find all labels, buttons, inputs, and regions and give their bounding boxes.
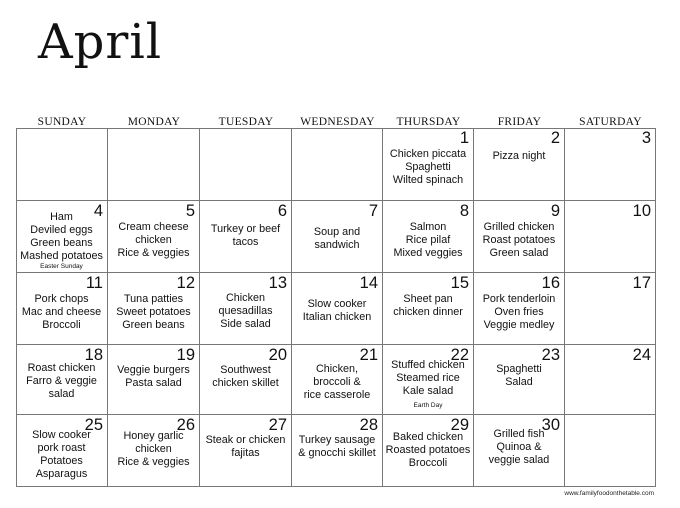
- day-number: 30: [541, 416, 560, 434]
- calendar-cell: [383, 345, 474, 415]
- calendar-cell: [108, 201, 200, 273]
- meal-plan: Pork chops Mac and cheese Broccoli: [21, 293, 102, 331]
- meal-plan: Salmon Rice pilaf Mixed veggies: [393, 221, 463, 259]
- calendar-cell: [200, 345, 292, 415]
- day-number: 14: [359, 274, 378, 292]
- calendar-cell: [565, 201, 656, 273]
- day-number: 7: [368, 202, 378, 220]
- calendar-cell: [108, 345, 200, 415]
- meal-plan: Pizza night: [492, 150, 546, 162]
- day-number: 19: [176, 346, 195, 364]
- meal-plan: Steak or chicken fajitas: [205, 434, 286, 459]
- calendar-cell: [474, 273, 565, 345]
- calendar-cell: [292, 201, 383, 273]
- calendar-cell: [16, 128, 108, 201]
- calendar-cell: [383, 201, 474, 273]
- day-number: 29: [450, 416, 469, 434]
- day-number: 4: [93, 202, 103, 220]
- calendar-cell: [383, 273, 474, 345]
- day-number: 15: [450, 274, 469, 292]
- calendar-cell: [16, 273, 108, 345]
- day-number: 17: [632, 274, 651, 292]
- day-number: 28: [359, 416, 378, 434]
- meal-plan: Roast chicken Farro & veggie salad: [26, 362, 97, 400]
- day-header-saturday: SATURDAY: [579, 116, 642, 128]
- meal-plan: Grilled fish Quinoa & veggie salad: [488, 428, 550, 466]
- meal-plan: Pork tenderloin Oven fries Veggie medley: [482, 293, 556, 331]
- day-number: 5: [185, 202, 195, 220]
- holiday-note: Easter Sunday: [40, 263, 83, 270]
- calendar-cell: [474, 345, 565, 415]
- calendar-cell: [383, 415, 474, 487]
- calendar-cell: [292, 415, 383, 487]
- meal-plan: Stuffed chicken Steamed rice Kale salad: [391, 359, 465, 397]
- calendar-cell: [108, 273, 200, 345]
- day-header-wednesday: WEDNESDAY: [300, 116, 375, 128]
- day-number: 16: [541, 274, 560, 292]
- day-number: 21: [359, 346, 378, 364]
- day-number: 9: [550, 202, 560, 220]
- calendar-cell: [16, 201, 108, 273]
- calendar-cell: [292, 345, 383, 415]
- day-header-monday: MONDAY: [127, 116, 181, 128]
- calendar-cell: [292, 273, 383, 345]
- meal-plan: Chicken, broccoli & rice casserole: [303, 363, 371, 401]
- calendar-cell: [474, 201, 565, 273]
- meal-plan: Turkey or beef tacos: [210, 223, 281, 248]
- day-number: 13: [268, 274, 287, 292]
- day-header-sunday: SUNDAY: [37, 116, 87, 128]
- calendar-cell: [565, 128, 656, 201]
- calendar-cell: [108, 415, 200, 487]
- calendar-cell: [565, 273, 656, 345]
- day-number: 10: [632, 202, 651, 220]
- meal-plan: Baked chicken Roasted potatoes Broccoli: [385, 431, 471, 469]
- calendar-cell: [200, 201, 292, 273]
- day-number: 18: [84, 346, 103, 364]
- calendar-cell: [200, 273, 292, 345]
- meal-plan: Honey garlic chicken Rice & veggies: [117, 430, 190, 468]
- meal-plan: Soup and sandwich: [313, 226, 361, 251]
- day-number: 12: [176, 274, 195, 292]
- day-number: 11: [85, 274, 103, 292]
- day-number: 27: [268, 416, 287, 434]
- calendar-cell: [474, 415, 565, 487]
- meal-plan: Tuna patties Sweet potatoes Green beans: [116, 293, 191, 331]
- calendar-cell: [565, 415, 656, 487]
- page-title: April: [38, 14, 163, 70]
- meal-plan: Slow cooker Italian chicken: [302, 298, 372, 323]
- meal-plan: Veggie burgers Pasta salad: [117, 364, 190, 389]
- holiday-note: Earth Day: [413, 402, 443, 409]
- calendar-cell: [292, 128, 383, 201]
- calendar-cell: [200, 415, 292, 487]
- meal-plan: Ham Deviled eggs Green beans Mashed potatoes: [20, 211, 103, 262]
- meal-plan: Southwest chicken skillet: [212, 364, 279, 389]
- meal-plan: Sheet pan chicken dinner: [393, 293, 463, 318]
- calendar-cell: [108, 128, 200, 201]
- footer-url: www.familyfoodonthetable.com: [564, 490, 654, 497]
- day-number: 26: [176, 416, 195, 434]
- meal-plan: Chicken quesadillas Side salad: [218, 292, 273, 330]
- day-number: 23: [541, 346, 560, 364]
- day-header-thursday: THURSDAY: [396, 116, 461, 128]
- calendar-cell: [565, 345, 656, 415]
- calendar-cell: [16, 345, 108, 415]
- day-number: 24: [632, 346, 651, 364]
- day-number: 6: [277, 202, 287, 220]
- meal-plan: Spaghetti Salad: [496, 363, 542, 388]
- meal-plan: Cream cheese chicken Rice & veggies: [117, 221, 190, 259]
- meal-plan: Grilled chicken Roast potatoes Green salad: [482, 221, 556, 259]
- calendar-grid: [16, 128, 656, 487]
- meal-plan: Chicken piccata Spaghetti Wilted spinach: [389, 148, 467, 186]
- day-number: 2: [550, 129, 560, 147]
- calendar-cell: [474, 128, 565, 201]
- day-number: 25: [84, 416, 103, 434]
- day-header-friday: FRIDAY: [497, 116, 542, 128]
- calendar-cell: [383, 128, 474, 201]
- day-number: 1: [459, 129, 469, 147]
- day-number: 8: [459, 202, 469, 220]
- meal-plan: Turkey sausage & gnocchi skillet: [298, 434, 376, 459]
- day-number: 22: [450, 346, 469, 364]
- day-header-tuesday: TUESDAY: [218, 116, 274, 128]
- day-number: 20: [268, 346, 287, 364]
- day-number: 3: [641, 129, 651, 147]
- calendar-cell: [200, 128, 292, 201]
- calendar-cell: [16, 415, 108, 487]
- meal-plan: Slow cooker pork roast Potatoes Asparagus: [32, 429, 91, 480]
